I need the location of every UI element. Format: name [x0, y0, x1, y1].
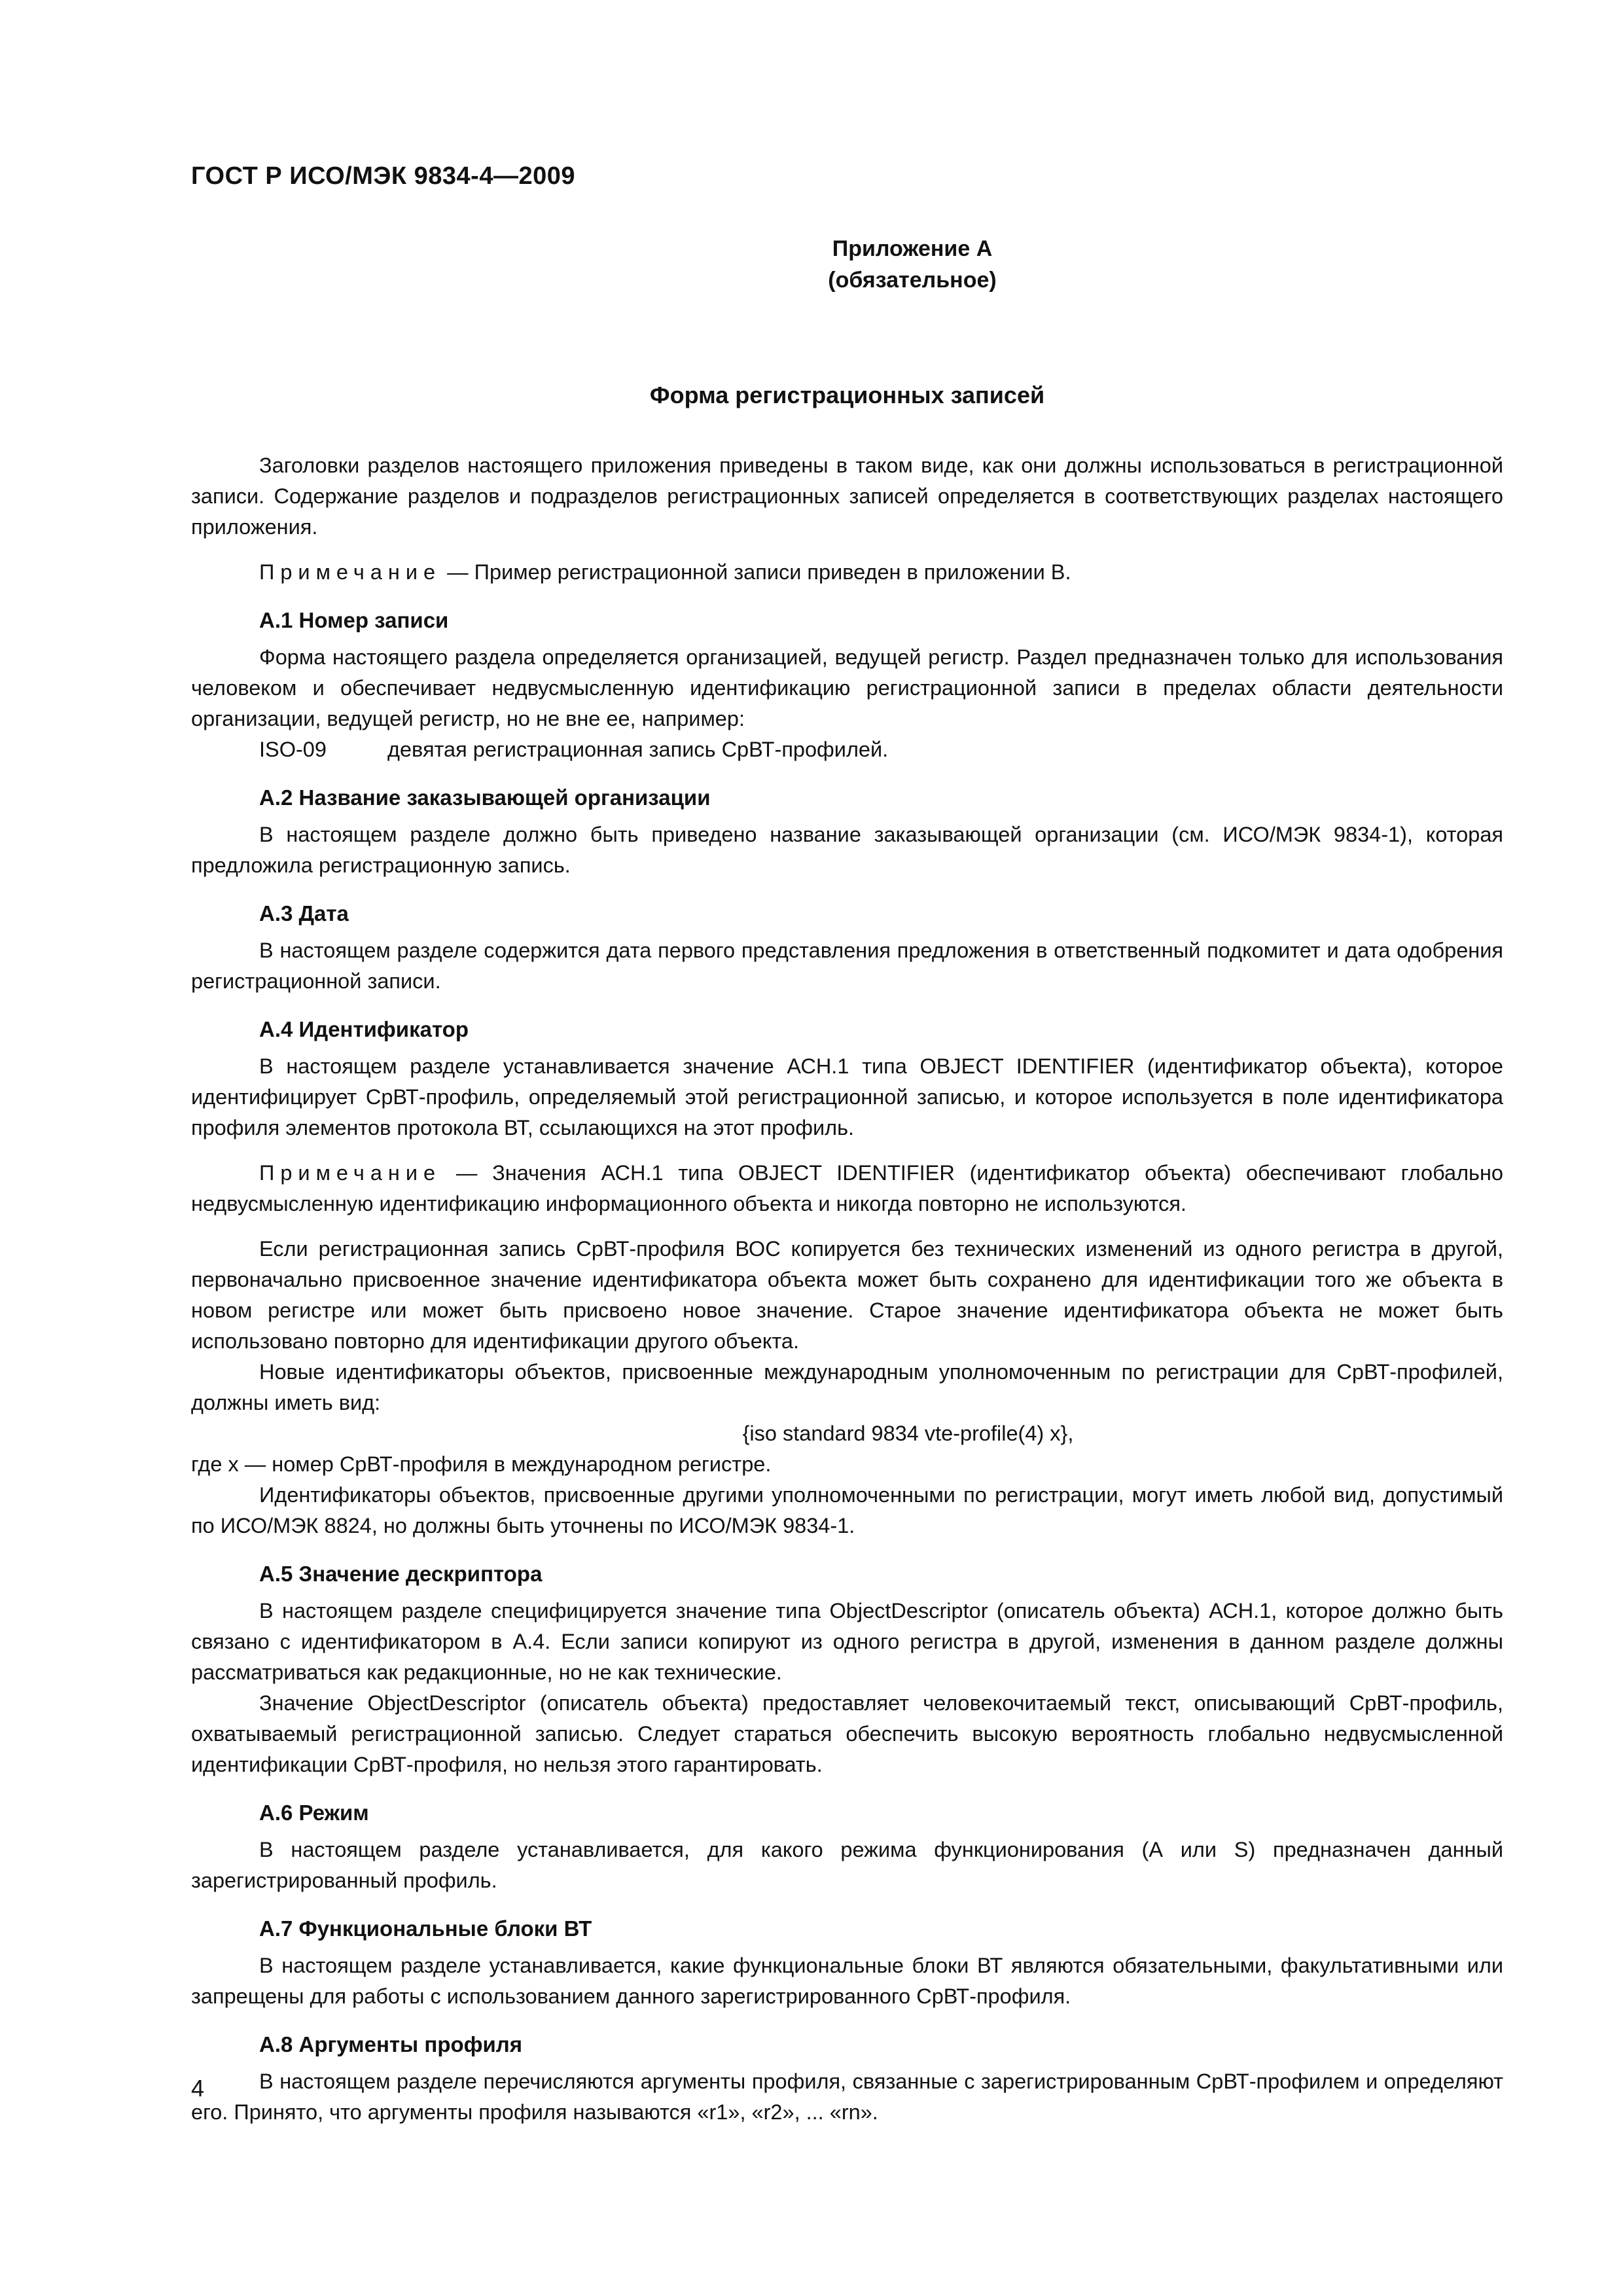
a7-paragraph: В настоящем разделе устанавливается, какие функциональные блоки ВТ являются обязательными, факультативными или запрещены для работы с использованием данного зарегистрированного СрВТ-профиля.: [191, 1954, 1503, 2008]
document-title: Форма регистрационных записей: [649, 382, 1045, 408]
appendix-block: [0, 233, 1623, 296]
section-heading-a3: А.3 Дата: [259, 901, 349, 925]
a4-paragraph-4: где х — номер СрВТ-профиля в международном регистре.: [191, 1452, 772, 1476]
section-heading-a4: А.4 Идентификатор: [259, 1017, 469, 1041]
a4-paragraph-3: Новые идентификаторы объектов, присвоенные международным уполномоченным по регистрации для СрВТ-профилей, должны иметь вид:: [191, 1360, 1503, 1414]
intro-paragraph: Заголовки разделов настоящего приложения приведены в таком виде, как они должны использоваться в регистрационной записи. Содержание разделов и подразделов регистрационных записей определяется в соответствующих разделах настоящего приложения.: [191, 454, 1503, 539]
note-text: — Значения АСН.1 типа OBJECT IDENTIFIER (идентификатор объекта) обеспечивают глобально недвусмысленную идентификацию информационного объекта и никогда повторно не используются.: [191, 1161, 1503, 1215]
note-text: — Пример регистрационной записи приведен в приложении В.: [441, 560, 1071, 584]
a3-paragraph: В настоящем разделе содержится дата первого представления предложения в ответственный подкомитет и дата одобрения регистрационной записи.: [191, 939, 1503, 993]
a5-paragraph-1: В настоящем разделе специфицируется значение типа ObjectDescriptor (описатель объекта) АСН.1, которое должно быть связано с идентификатором в А.4. Если записи копируют из одного регистра в другой, изменения в данном разделе должны рассматриваться как редакционные, но не как технические.: [191, 1599, 1503, 1684]
page-number: 4: [191, 2075, 205, 2102]
note-label: Примечание: [259, 560, 442, 584]
a6-paragraph: В настоящем разделе устанавливается, для какого режима функционирования (А или S) предназначен данный зарегистрированный профиль.: [191, 1838, 1503, 1892]
example-code: ISO-09: [259, 738, 327, 761]
a5-paragraph-2: Значение ObjectDescriptor (описатель объекта) предоставляет человекочитаемый текст, описывающий СрВТ-профиль, охватываемый регистрационной записью. Следует стараться обеспечить высокую вероятность глобально недвусмысленной идентификации СрВТ-профиля, но нельзя этого гарантировать.: [191, 1691, 1503, 1776]
intro-note: [191, 557, 1503, 588]
section-heading-a1: А.1 Номер записи: [259, 608, 449, 632]
a4-paragraph-2: Если регистрационная запись СрВТ-профиля ВОС копируется без технических изменений из одного регистра в другой, первоначально присвоенное значение идентификатора объекта может быть сохранено для идентификации того же объекта в новом регистре или может быть присвоено новое значение. Старое значение идентификатора объекта не может быть использовано повторно для идентификации другого объекта.: [191, 1237, 1503, 1353]
a8-paragraph: В настоящем разделе перечисляются аргументы профиля, связанные с зарегистрированным СрВТ-профилем и определяют его. Принято, что аргументы профиля называются «r1», «r2», ... «rn».: [191, 2070, 1503, 2124]
section-heading-a5: А.5 Значение дескриптора: [259, 1562, 543, 1586]
document-body: [191, 450, 1503, 2128]
a4-note: [191, 1158, 1503, 1219]
a1-example: [191, 734, 1503, 765]
section-heading-a8: А.8 Аргументы профиля: [259, 2032, 523, 2056]
note-label: Примечание: [259, 1161, 442, 1185]
section-heading-a6: А.6 Режим: [259, 1801, 369, 1825]
a4-paragraph-5: Идентификаторы объектов, присвоенные другими уполномоченными по регистрации, могут иметь любой вид, допустимый по ИСО/МЭК 8824, но должны быть уточнены по ИСО/МЭК 9834-1.: [191, 1483, 1503, 1537]
oid-formula: {iso standard 9834 vte-profile(4) x},: [742, 1422, 1074, 1445]
a1-paragraph: Форма настоящего раздела определяется организацией, ведущей регистр. Раздел предназначен только для использования человеком и обеспечивает недвусмысленную идентификацию регистрационной записи в пределах области деятельности организации, ведущей регистр, но не вне ее, например:: [191, 645, 1503, 730]
appendix-status: (обязательное): [828, 268, 997, 293]
a2-paragraph: В настоящем разделе должно быть приведено название заказывающей организации (см. ИСО/МЭК 9834-1), которая предложила регистрационную запись.: [191, 823, 1503, 877]
appendix-title: Приложение А: [832, 236, 993, 261]
standard-header: ГОСТ Р ИСО/МЭК 9834-4—2009: [191, 162, 575, 190]
section-heading-a7: А.7 Функциональные блоки ВТ: [259, 1916, 592, 1941]
example-text: девятая регистрационная запись СрВТ-профилей.: [387, 738, 889, 761]
section-heading-a2: А.2 Название заказывающей организации: [259, 785, 711, 810]
a4-paragraph-1: В настоящем разделе устанавливается значение АСН.1 типа OBJECT IDENTIFIER (идентификатор объекта), которое идентифицирует СрВТ-профиль, определяемый этой регистрационной записью, и которое используется в поле идентификатора профиля элементов протокола ВТ, ссылающихся на этот профиль.: [191, 1054, 1503, 1139]
